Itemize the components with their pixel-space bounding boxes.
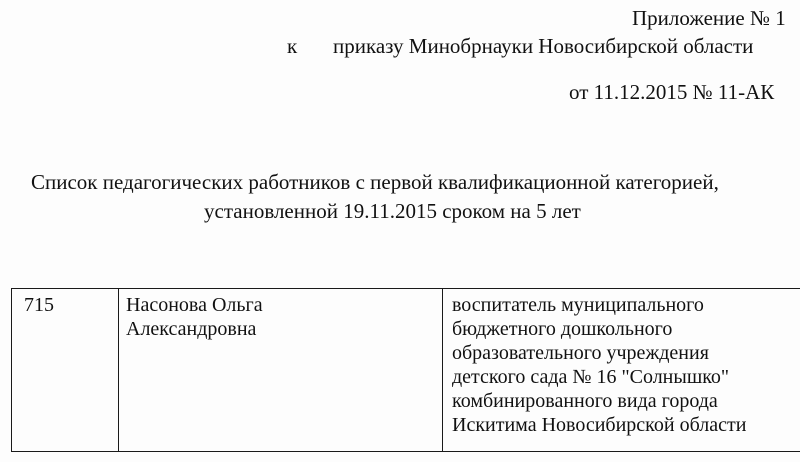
- order-date: от 11.12.2015 № 11-АК: [569, 80, 775, 104]
- employee-name-cell: [119, 289, 443, 452]
- position-line: образовательного учреждения: [452, 342, 709, 364]
- position-line: комбинированного вида города: [452, 390, 718, 412]
- position-cell: [443, 289, 800, 452]
- position-line: детского сада № 16 "Солнышко": [452, 366, 730, 388]
- position-line: бюджетного дошкольного: [452, 318, 673, 340]
- position-line: Искитима Новосибирской области: [452, 414, 747, 436]
- order-reference: приказу Минобрнауки Новосибирской области: [333, 34, 754, 58]
- row-number-cell: [12, 289, 119, 452]
- employee-surname-name: Насонова Ольга: [126, 294, 263, 316]
- records-table: [11, 288, 800, 452]
- appendix-title: Приложение № 1: [632, 6, 786, 30]
- list-title-line-2: установленной 19.11.2015 сроком на 5 лет: [204, 199, 581, 223]
- row-number: 715: [24, 294, 54, 316]
- position-line: воспитатель муниципального: [452, 294, 704, 316]
- list-title-line-1: Список педагогических работников с первой квалификационной категорией,: [31, 170, 719, 194]
- table-row: [12, 289, 800, 452]
- employee-patronymic: Александровна: [126, 318, 257, 340]
- order-prefix: к: [287, 34, 298, 58]
